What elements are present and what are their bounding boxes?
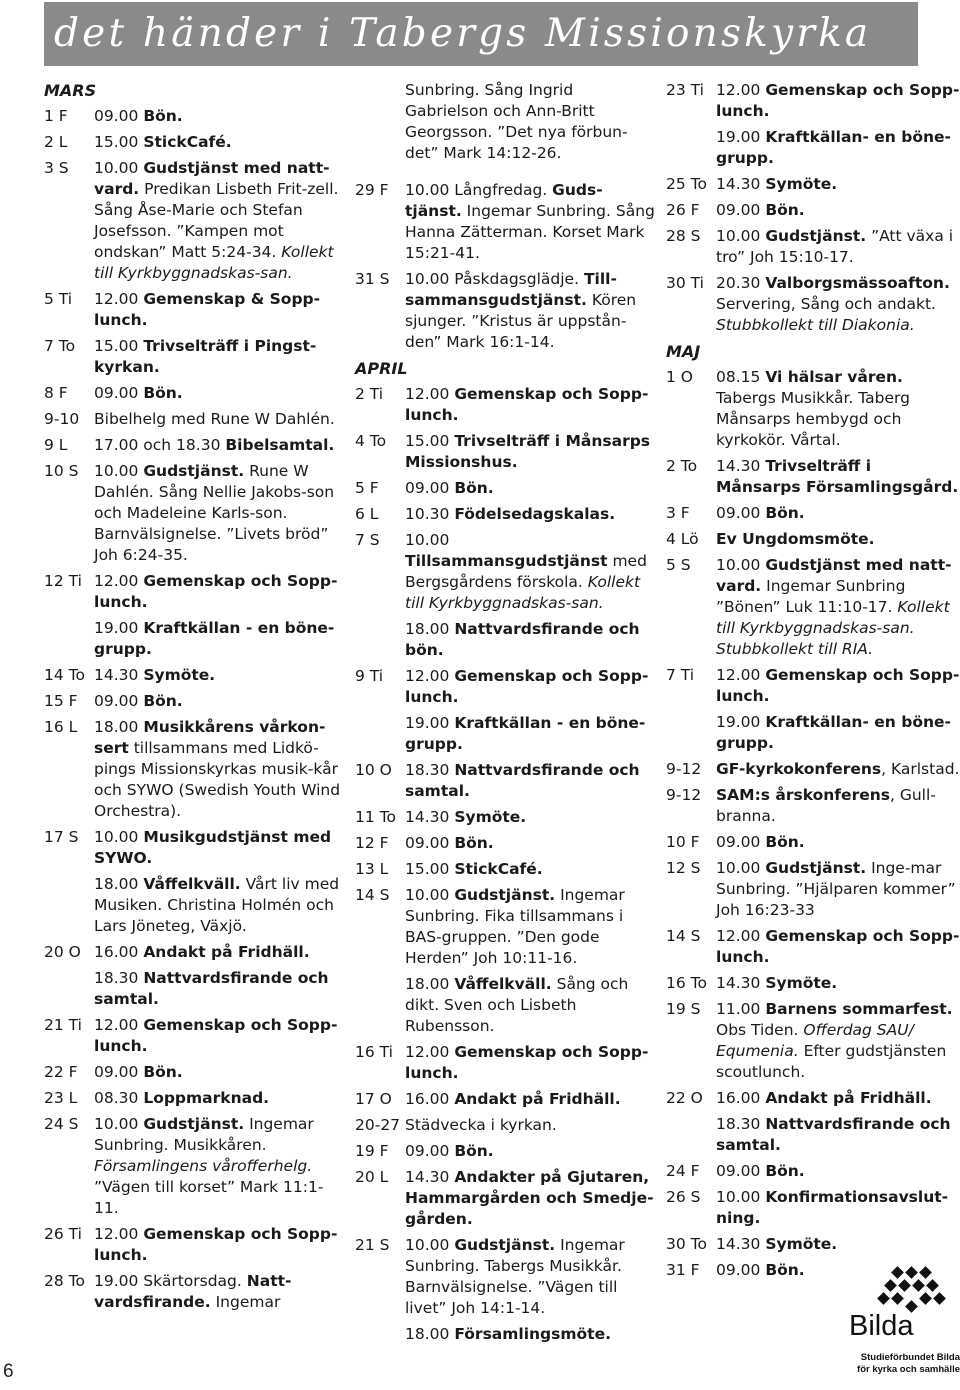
entry-text: 12.00 Gemenskap och Sopp-lunch. <box>94 1225 338 1264</box>
entry-text: 08.30 Loppmarknad. <box>94 1089 270 1107</box>
calendar-entry <box>666 785 960 827</box>
calendar-entry <box>44 691 344 712</box>
entry-text: 12.00 Gemenskap & Sopp-lunch. <box>94 290 321 329</box>
entry-date: 2 L <box>44 133 68 151</box>
entry-date: 29 F <box>355 181 389 199</box>
calendar-entry <box>666 456 960 498</box>
entry-text: 19.00 Kraftkällan - en böne-grupp. <box>405 714 646 753</box>
page-number: 6 <box>3 1361 14 1382</box>
bilda-mark-icon <box>833 1266 960 1316</box>
entry-date: 10 S <box>44 462 79 480</box>
month-heading: MAJ <box>666 342 701 361</box>
entry-date: 10 O <box>355 761 392 779</box>
calendar-entry <box>666 200 960 221</box>
column-march <box>44 80 344 1318</box>
calendar-entry <box>666 80 960 122</box>
calendar-entry <box>355 1089 655 1110</box>
calendar-entry <box>666 367 960 451</box>
entry-date: 30 Ti <box>666 274 704 292</box>
entry-date: 7 S <box>355 531 380 549</box>
calendar-entry <box>666 1187 960 1229</box>
entry-text: 16.00 Andakt på Fridhäll. <box>716 1089 932 1107</box>
entry-text: SAM:s årskonferens, Gull-branna. <box>716 786 936 825</box>
entry-text: 14.30 Symöte. <box>405 808 527 826</box>
entry-text: 14.30 Symöte. <box>716 175 838 193</box>
calendar-entry <box>44 1062 344 1083</box>
calendar-entry <box>666 1114 960 1156</box>
entry-date <box>355 713 405 755</box>
entry-date: 30 To <box>666 1235 707 1253</box>
entry-text: 19.00 Kraftkällan- en böne-grupp. <box>716 713 951 752</box>
entry-date: 6 L <box>355 505 379 523</box>
entry-text: 09.00 Bön. <box>94 107 183 125</box>
entry-text: 16.00 Andakt på Fridhäll. <box>405 1090 621 1108</box>
entry-text: 09.00 Bön. <box>94 692 183 710</box>
entry-date <box>44 874 94 937</box>
logo-wordmark: Bilda <box>849 1310 914 1342</box>
bilda-logo <box>833 1266 960 1386</box>
calendar-entry <box>666 503 960 524</box>
entry-text: 18.00 Musikkårens vårkon-sert tillsammans med Lidkö-pings Missionskyrkas musik-kår och SYWO (Swedish Youth Wind Orchestra). <box>94 718 341 820</box>
calendar-entry <box>666 555 960 660</box>
entry-text: 12.00 Gemenskap och Sopp-lunch. <box>716 927 960 966</box>
entry-date <box>355 974 405 1037</box>
entry-text: 09.00 Bön. <box>716 1162 805 1180</box>
entry-text: 08.15 Vi hälsar våren. Tabergs Musikkår. Taberg Månsarps hembygd och kyrkokör. Vårtal. <box>716 368 910 449</box>
entry-text: 10.00 Gudstjänst med natt-vard. Predikan Lisbeth Frit-zell. Sång Åse-Marie och Stefan Josefsson. ”Kampen mot ondskan” Matt 5:24-34. Kollekt till Kyrkbyggnadskas-san. <box>94 159 339 282</box>
calendar-entry <box>44 1015 344 1057</box>
entry-date: 23 L <box>44 1089 78 1107</box>
entry-text: 09.00 Bön. <box>405 834 494 852</box>
entry-text: 18.30 Nattvardsfirande och samtal. <box>716 1115 951 1154</box>
entry-date: 15 F <box>44 692 78 710</box>
entry-text: 10.00 Musikgudstjänst med SYWO. <box>94 828 332 867</box>
entry-date: 12 S <box>666 859 701 877</box>
entry-text: 09.00 Bön. <box>94 1063 183 1081</box>
entry-text: Sunbring. Sång Ingrid Gabrielson och Ann-Britt Georgsson. ”Det nya förbun-det” Mark 14:12-26. <box>405 81 628 162</box>
calendar-entry <box>666 226 960 268</box>
entry-date: 12 Ti <box>44 572 82 590</box>
calendar-entry <box>44 435 344 456</box>
entry-date: 5 F <box>355 479 379 497</box>
entry-date: 9 Ti <box>355 667 384 685</box>
entry-date: 14 S <box>355 886 390 904</box>
calendar-entry <box>355 666 655 708</box>
entry-date: 11 To <box>355 808 396 826</box>
calendar-entry <box>355 1324 655 1345</box>
entry-date: 16 L <box>44 718 78 736</box>
calendar-entry <box>44 1224 344 1266</box>
entry-text: 19.00 Kraftkällan- en böne-grupp. <box>716 128 951 167</box>
entry-text: 09.00 Bön. <box>94 384 183 402</box>
entry-date: 4 Lö <box>666 530 699 548</box>
calendar-entry <box>355 478 655 499</box>
entry-date: 31 S <box>355 270 390 288</box>
calendar-entry <box>355 504 655 525</box>
calendar-entry <box>666 858 960 921</box>
entry-date: 22 F <box>44 1063 78 1081</box>
calendar-entry <box>44 461 344 566</box>
entry-date <box>44 968 94 1010</box>
calendar-entry <box>44 968 344 1010</box>
entry-text: 15.00 StickCafé. <box>405 860 543 878</box>
entry-date: 12 F <box>355 834 389 852</box>
entry-text: 18.30 Nattvardsfirande och samtal. <box>405 761 640 800</box>
calendar-entry <box>44 874 344 937</box>
calendar-entry <box>44 132 344 153</box>
calendar-entry <box>355 1141 655 1162</box>
entry-date: 17 S <box>44 828 79 846</box>
entry-date: 23 Ti <box>666 81 704 99</box>
calendar-entry <box>666 832 960 853</box>
entry-text: 14.30 Symöte. <box>94 666 216 684</box>
entry-text: 18.00 Församlingsmöte. <box>405 1325 611 1343</box>
entry-text: 09.00 Bön. <box>716 833 805 851</box>
calendar-entry <box>355 530 655 614</box>
calendar-entry <box>44 106 344 127</box>
calendar-entry <box>355 807 655 828</box>
calendar-entry <box>666 1088 960 1109</box>
entry-date: 20-27 <box>355 1116 401 1134</box>
month-heading: MARS <box>44 81 97 100</box>
calendar-entry <box>666 273 960 336</box>
entry-date: 28 S <box>666 227 701 245</box>
calendar-entry <box>44 665 344 686</box>
month-heading: APRIL <box>355 359 408 378</box>
entry-text: 15.00 StickCafé. <box>94 133 232 151</box>
entry-date: 26 S <box>666 1188 701 1206</box>
entry-date: 5 S <box>666 556 691 574</box>
entry-text: 10.00 Tillsammansgudstjänst med Bergsgårdens förskola. Kollekt till Kyrkbyggnadskas-san. <box>405 531 647 612</box>
calendar-entry <box>666 1161 960 1182</box>
entry-text: 19.00 Kraftkällan - en böne-grupp. <box>94 619 335 658</box>
calendar-entry <box>44 942 344 963</box>
calendar-entry <box>666 1234 960 1255</box>
entry-date: 7 To <box>44 337 76 355</box>
entry-date: 5 Ti <box>44 290 73 308</box>
entry-text: 18.00 Våffelkväll. Vårt liv med Musiken. Christina Holmén och Lars Jöneteg, Växjö. <box>94 875 340 935</box>
entry-text: 10.00 Långfredag. Guds-tjänst. Ingemar Sunbring. Sång Hanna Zätterman. Korset Mark 15:21-41. <box>405 181 655 262</box>
calendar-entry <box>44 827 344 869</box>
entry-date <box>355 1324 405 1345</box>
page-title: det händer i Tabergs Missionskyrka <box>54 11 872 56</box>
calendar-entry <box>355 384 655 426</box>
entry-text: 18.00 Våffelkväll. Sång och dikt. Sven och Lisbeth Rubensson. <box>405 975 629 1035</box>
entry-date: 28 To <box>44 1272 85 1290</box>
calendar-entry <box>44 336 344 378</box>
entry-text: GF-kyrkokonferens, Karlstad. <box>716 760 960 778</box>
entry-text: 19.00 Skärtorsdag. Natt-vardsfirande. Ingemar <box>94 1272 292 1311</box>
calendar-entry <box>355 859 655 880</box>
calendar-entry <box>355 1167 655 1230</box>
calendar-entry <box>666 127 960 169</box>
entry-date: 21 Ti <box>44 1016 82 1034</box>
calendar-entry <box>355 1235 655 1319</box>
entry-date: 8 F <box>44 384 68 402</box>
entry-date: 20 O <box>44 943 81 961</box>
entry-text: 12.00 Gemenskap och Sopp-lunch. <box>405 385 649 424</box>
entry-date: 2 Ti <box>355 385 384 403</box>
calendar-entry <box>666 999 960 1083</box>
column-may <box>666 80 960 1286</box>
calendar-entry <box>355 431 655 473</box>
calendar-entry <box>355 713 655 755</box>
entry-text: 20.30 Valborgsmässoafton. Servering, Sång och andakt. Stubbkollekt till Diakonia. <box>716 274 950 334</box>
entry-date: 7 Ti <box>666 666 695 684</box>
logo-tagline: Studieförbundet Bilda för kyrka och samhälle <box>857 1352 960 1375</box>
entry-text: 18.00 Nattvardsfirande och bön. <box>405 620 640 659</box>
entry-text: Städvecka i kyrkan. <box>405 1116 557 1134</box>
entry-date: 25 To <box>666 175 707 193</box>
entry-text: 10.00 Gudstjänst. Ingemar Sunbring. Fika tillsammans i BAS-gruppen. ”Den gode Herden” Joh 10:11-16. <box>405 886 625 967</box>
entry-date: 17 O <box>355 1090 392 1108</box>
calendar-entry <box>355 974 655 1037</box>
entry-text: 14.30 Symöte. <box>716 1235 838 1253</box>
entry-text: 15.00 Trivselträff i Pingst-kyrkan. <box>94 337 317 376</box>
entry-date: 2 To <box>666 457 698 475</box>
entry-text: 10.00 Gudstjänst. Ingemar Sunbring. Musikkåren. Församlingens vårofferhelg. ”Vägen till korset” Mark 11:1-11. <box>94 1115 324 1217</box>
calendar-entry <box>355 269 655 353</box>
entry-date: 4 To <box>355 432 387 450</box>
entry-text: 17.00 och 18.30 Bibelsamtal. <box>94 436 335 454</box>
entry-text: 12.00 Gemenskap och Sopp-lunch. <box>716 666 960 705</box>
entry-text: 10.00 Påskdagsglädje. Till-sammansgudstjänst. Kören sjunger. ”Kristus är uppstån-den” Mark 16:1-14. <box>405 270 637 351</box>
entry-date: 19 F <box>355 1142 389 1160</box>
entry-date: 14 To <box>44 666 85 684</box>
entry-date <box>44 618 94 660</box>
calendar-entry <box>666 973 960 994</box>
header-banner <box>44 2 918 66</box>
entry-text: 12.00 Gemenskap och Sopp-lunch. <box>94 572 338 611</box>
entry-date: 3 F <box>666 504 690 522</box>
entry-date: 24 S <box>44 1115 79 1133</box>
calendar-entry <box>355 180 655 264</box>
entry-date <box>666 712 716 754</box>
calendar-entry <box>44 571 344 613</box>
entry-text: 12.00 Gemenskap och Sopp-lunch. <box>405 1043 649 1082</box>
entry-text: 11.00 Barnens sommarfest. Obs Tiden. Offerdag SAU/ Equmenia. Efter gudstjänsten scoutlunch. <box>716 1000 953 1081</box>
calendar-entry <box>44 618 344 660</box>
entry-date: 1 F <box>44 107 68 125</box>
entry-date: 24 F <box>666 1162 700 1180</box>
calendar-entry <box>44 409 344 430</box>
entry-text: 09.00 Bön. <box>716 504 805 522</box>
calendar-entry <box>666 665 960 707</box>
entry-text: 10.00 Konfirmationsavslut-ning. <box>716 1188 949 1227</box>
entry-date: 13 L <box>355 860 389 878</box>
entry-text: 12.00 Gemenskap och Sopp-lunch. <box>716 81 960 120</box>
entry-text: 10.00 Gudstjänst. ”Att växa i tro” Joh 15:10-17. <box>716 227 954 266</box>
calendar-entry <box>355 1042 655 1084</box>
entry-text: 16.00 Andakt på Fridhäll. <box>94 943 310 961</box>
entry-date: 14 S <box>666 927 701 945</box>
calendar-entry <box>355 619 655 661</box>
entry-date: 20 L <box>355 1168 389 1186</box>
entry-text: 18.30 Nattvardsfirande och samtal. <box>94 969 329 1008</box>
entry-text: 09.00 Bön. <box>716 201 805 219</box>
entry-date: 9 L <box>44 436 68 454</box>
entry-date: 16 To <box>666 974 707 992</box>
entry-date: 26 Ti <box>44 1225 82 1243</box>
entry-date: 1 O <box>666 368 693 386</box>
calendar-entry <box>44 1114 344 1219</box>
entry-text: 12.00 Gemenskap och Sopp-lunch. <box>94 1016 338 1055</box>
entry-text: 10.00 Gudstjänst. Rune W Dahlén. Sång Nellie Jakobs-son och Madeleine Karls-son. Barnvälsignelse. ”Livets bröd” Joh 6:24-35. <box>94 462 335 564</box>
calendar-entry-continued <box>355 80 655 164</box>
entry-date: 10 F <box>666 833 700 851</box>
entry-text: 14.30 Andakter på Gjutaren, Hammargården och Smedje-gården. <box>405 1168 654 1228</box>
entry-text: 10.00 Gudstjänst. Ingemar Sunbring. Tabergs Musikkår. Barnvälsignelse. ”Vägen till livet” Joh 14:1-14. <box>405 1236 625 1317</box>
entry-date <box>355 619 405 661</box>
entry-date: 3 S <box>44 159 69 177</box>
column-april <box>355 80 655 1350</box>
calendar-entry <box>44 383 344 404</box>
entry-text: 15.00 Trivselträff i Månsarps Missionshus. <box>405 432 651 471</box>
calendar-entry <box>44 717 344 822</box>
calendar-entry <box>44 289 344 331</box>
calendar-entry <box>44 158 344 284</box>
entry-date <box>666 1114 716 1156</box>
calendar-entry <box>666 926 960 968</box>
entry-text: 10.00 Gudstjänst. Inge-mar Sunbring. ”Hjälparen kommer” Joh 16:23-33 <box>716 859 956 919</box>
entry-date: 9-12 <box>666 786 702 804</box>
entry-text: 09.00 Bön. <box>716 1261 805 1279</box>
calendar-entry <box>355 760 655 802</box>
entry-date: 9-10 <box>44 410 80 428</box>
entry-date: 9-12 <box>666 760 702 778</box>
entry-text: Bibelhelg med Rune W Dahlén. <box>94 410 335 428</box>
calendar-entry <box>666 174 960 195</box>
calendar-entry <box>355 833 655 854</box>
entry-date: 22 O <box>666 1089 703 1107</box>
entry-date <box>666 127 716 169</box>
entry-date: 26 F <box>666 201 700 219</box>
calendar-entry <box>666 712 960 754</box>
entry-text: 09.00 Bön. <box>405 1142 494 1160</box>
entry-date: 16 Ti <box>355 1043 393 1061</box>
entry-text: 09.00 Bön. <box>405 479 494 497</box>
entry-date: 31 F <box>666 1261 700 1279</box>
entry-date: 21 S <box>355 1236 390 1254</box>
calendar-entry <box>666 529 960 550</box>
calendar-entry <box>44 1088 344 1109</box>
calendar-entry <box>355 1115 655 1136</box>
calendar-entry <box>355 885 655 969</box>
entry-text: 14.30 Symöte. <box>716 974 838 992</box>
entry-date: 19 S <box>666 1000 701 1018</box>
entry-text: 12.00 Gemenskap och Sopp-lunch. <box>405 667 649 706</box>
entry-text: 10.00 Gudstjänst med natt-vard. Ingemar Sunbring ”Bönen” Luk 11:10-17. Kollekt till Kyrkbyggnadskas-san. Stubbkollekt till RIA. <box>716 556 952 658</box>
entry-text: 10.30 Födelsedagskalas. <box>405 505 616 523</box>
calendar-entry <box>44 1271 344 1313</box>
calendar-entry <box>666 759 960 780</box>
entry-text: 14.30 Trivselträff i Månsarps Församlingsgård. <box>716 457 959 496</box>
entry-text: Ev Ungdomsmöte. <box>716 530 875 548</box>
